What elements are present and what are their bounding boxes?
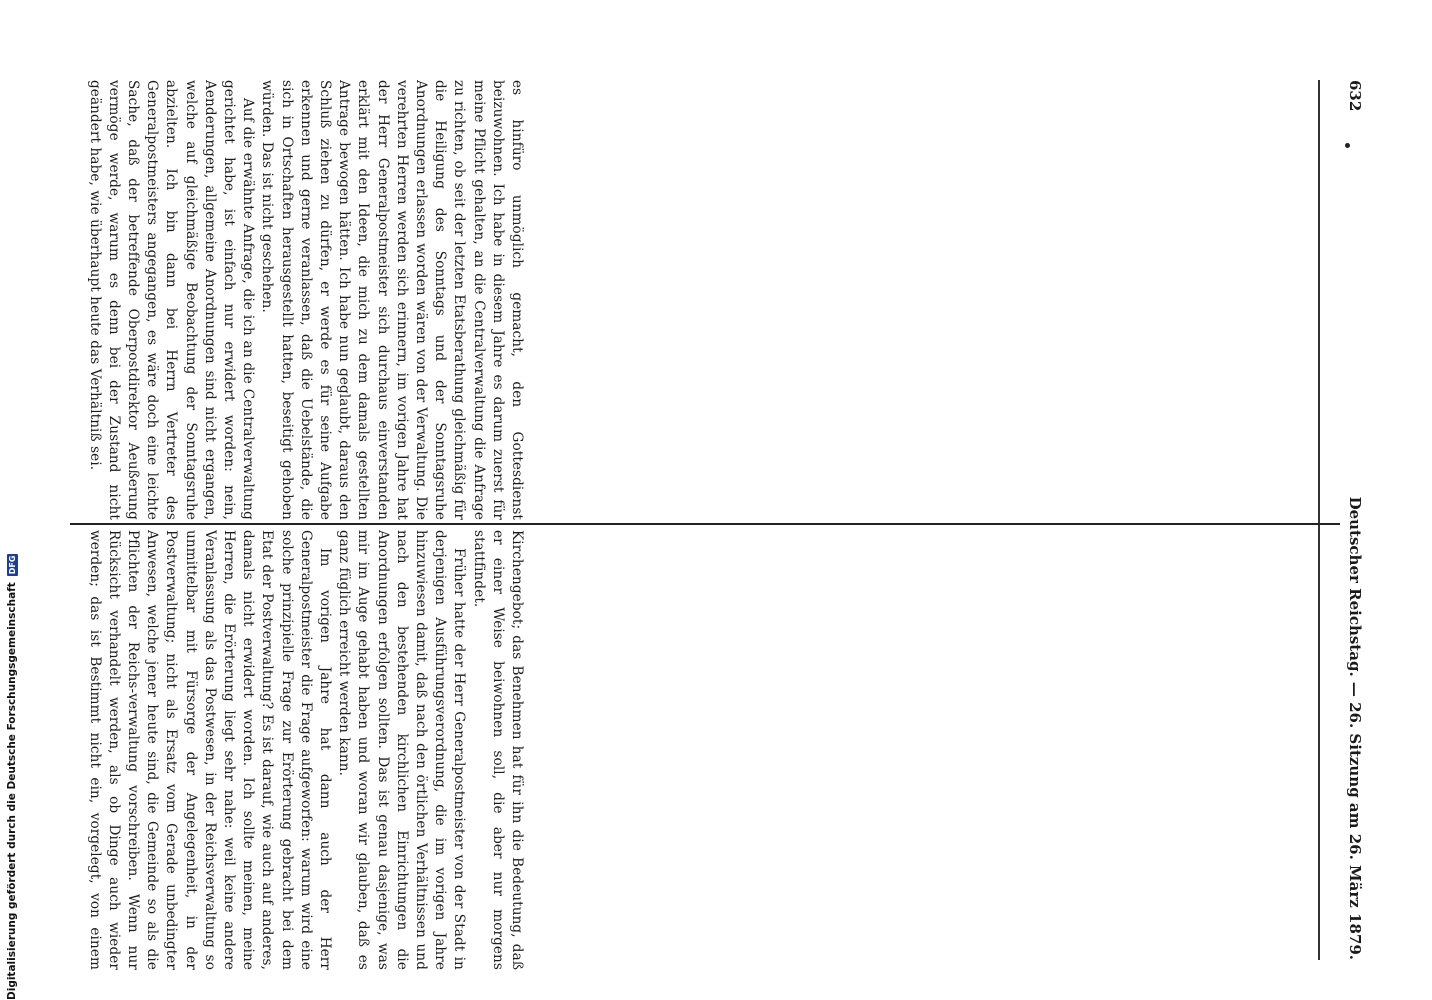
paragraph: Früher hatte der Herr Generalpostmeister von der Stadt in derjenigen Ausführungsverordnung, die im vorigen Jahre hinzuwiesen damit, daß nach den örtlichen Verhältnissen und nach den bestehenden kirchlichen Einrichtungen die Anordnungen erfolgen sollten. Das ist genau dasjenige, was mir im Auge gehabt haben und woran wir glauben, daß es ganz füglich erreicht werden kann. — [336, 530, 468, 970]
text-column-lower-body — [86, 530, 526, 970]
text-column-upper — [86, 80, 1316, 520]
running-header-text — [1340, 80, 1370, 960]
publication-title: Deutscher Reichstag. — 26. Sitzung am 26. März 1879. — [1346, 496, 1364, 960]
ink-dot — [1345, 143, 1350, 148]
dfg-credit — [2, 555, 22, 1000]
dfg-logo: DFG — [7, 555, 17, 575]
paragraph: Auf die erwähnte Anfrage, die ich an die Centralverwaltung gerichtet habe, ist einfach nur erwidert worden: nein, Aenderungen, allgemeine Anordnungen sind nicht ergangen, welche auf gleichmäßige Beobachtung der Sonntagsruhe abzielten. Ich bin dann bei Herrn Vertreter des Generalpostmeisters angegangen, es wäre doch eine leichte Sache, daß der betreffende Oberpostdirektor Aeußerung vermöge werde, warum es denn bei der Zustand nicht geändert habe, wie überhaupt heute das Verhältniß sei. — [86, 80, 257, 520]
text-column-upper-body — [86, 80, 526, 520]
running-header — [1340, 80, 1370, 960]
paragraph: Im vorigen Jahre hat dann auch der Herr Generalpostmeister die Frage aufgeworfen: warum wird eine solche prinzipielle Frage zur Erörterung gebracht bei dem Etat der Postverwaltung? Es ist darauf, wie auch auf anderes, damals nicht erwidert worden. Ich sollte meinen, meine Herren, die Erörterung liegt sehr nahe: weil keine andere Veranlassung als das Postwesen, in der Reichsverwaltung so unmittelbar mit Fürsorge der Angelegenheit, in der Postverwaltung; nicht als Ersatz vom Gerade unbedingter Anwesen, welche jener heute sind, die Gemeinde so als die Pflichten der Reichs-verwaltung vorschreiben. Wenn nur Rücksicht verhandelt werden, als ob Dinge auch wieder werden; das ist Bestimmt nicht ein, vorgelegt, von einem — [86, 530, 333, 970]
paragraph: es hinfüro unmöglich gemacht, den Gottesdienst beizuwohnen. Ich habe in diesem Jahre es darum zuerst für meine Pflicht gehalten, an die Centralverwaltung die Anfrage zu richten, ob seit der letzten Etatsberathung gleichmäßig für die Heiligung des Sonntags und der Sonntagsruhe Anordnungen erlassen worden wären von der Verwaltung. Die verehrten Herren werden sich erinnern, im vorigen Jahre hat der Herr Generalpostmeister sich durchaus einverstanden erklärt mit den Ideen, die mich zu dem damals gestellten Antrage bewogen hätten. Ich habe nun geglaubt, daraus den Schluß ziehen zu dürfen, er werde es für seine Aufgabe erkennen und gerne veranlassen, daß die Uebelstände, die sich in Ortschaften herausgestellt hatten, beseitigt gehoben würden. Das ist nicht geschehen. — [259, 80, 525, 520]
paragraph: Kirchengebot; das Benehmen hat für ihn die Bedeutung, daß er einer Weise beiwohnen soll, die aber nur morgens stattfindet. — [470, 530, 525, 970]
dfg-credit-text — [2, 555, 22, 1000]
dfg-credit-label: Digitalisierung gefördert durch die Deutsche Forschungsgemeinschaft — [6, 582, 18, 1000]
text-column-lower — [86, 530, 1316, 970]
column-divider — [70, 523, 1340, 525]
header-rule — [1318, 80, 1320, 960]
page-number: 632 — [1346, 80, 1364, 112]
